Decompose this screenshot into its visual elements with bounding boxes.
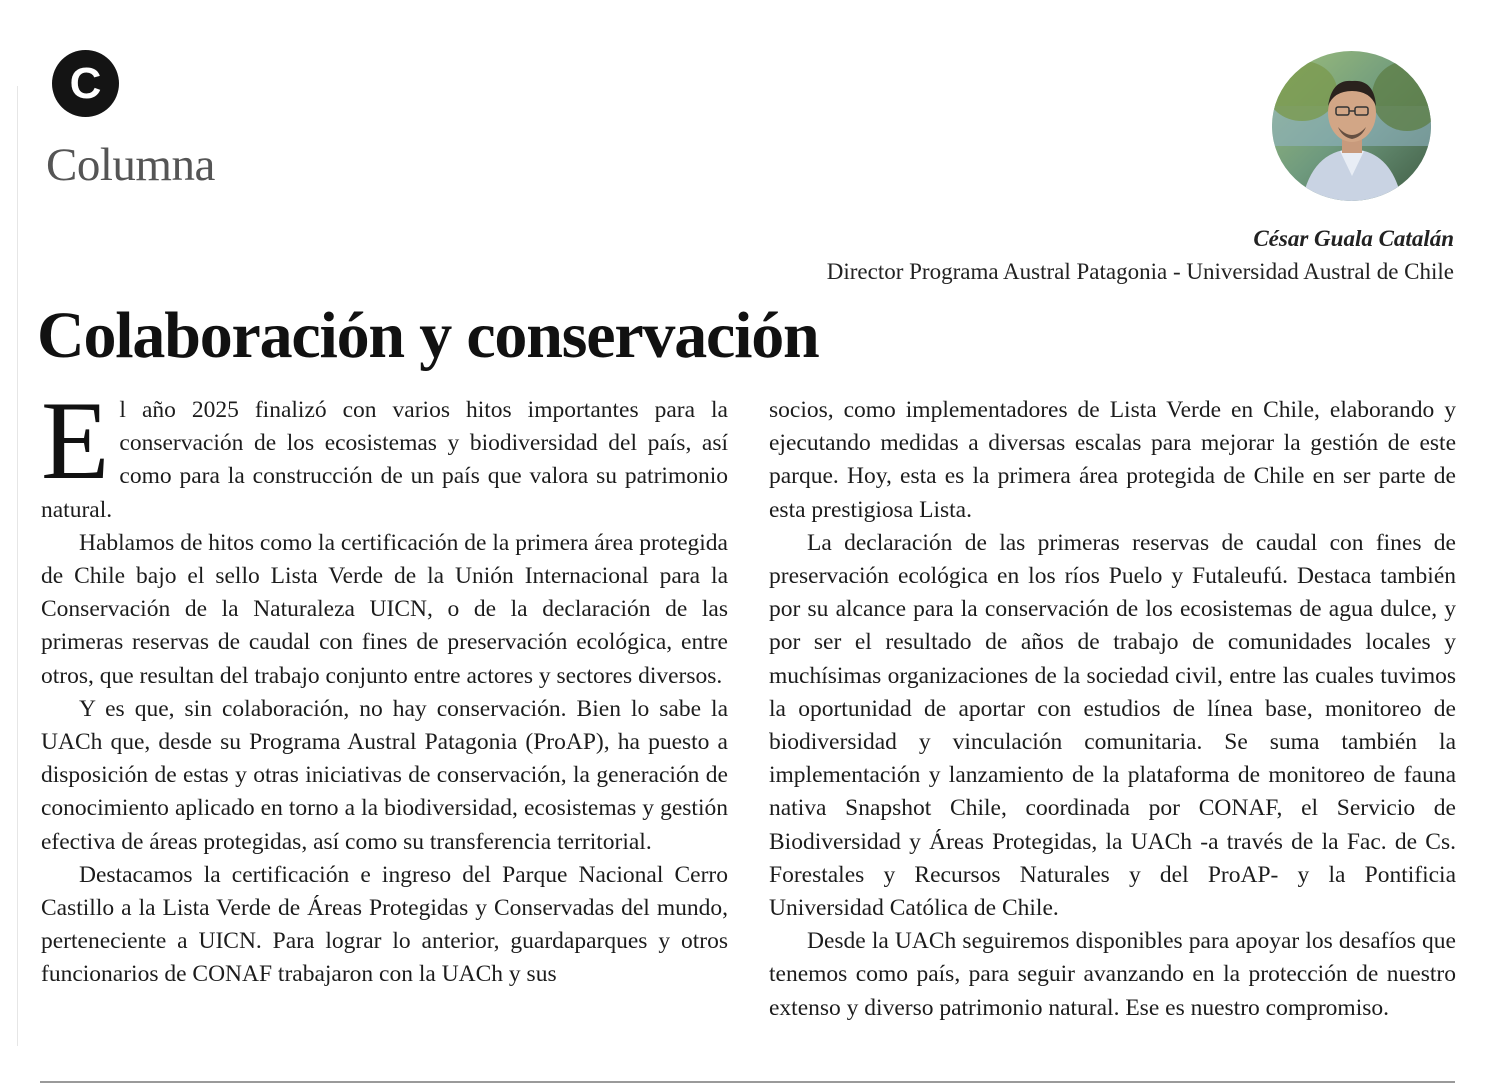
paragraph: Destacamos la certificación e ingreso del Parque Nacional Cerro Castillo a la Lista Verde de Áreas Protegidas y Conservadas del mundo, perteneciente a UICN. Para lograr lo anterior, guardaparques y otros funcionarios de CONAF trabajaron con la UACh y sus: [41, 861, 728, 988]
article-column-right: [769, 394, 1456, 1025]
paragraph: socios, como implementadores de Lista Verde en Chile, elaborando y ejecutando medidas a diversas escalas para mejorar la gestión de este parque. Hoy, esta es la primera área protegida de Chile en ser parte de esta prestigiosa Lista.: [769, 397, 1456, 523]
article-column-left: [41, 379, 728, 992]
author-name: César Guala Catalán: [1253, 226, 1454, 251]
author-portrait-icon: [1272, 51, 1431, 201]
column-badge-icon: C: [52, 50, 119, 117]
headline: Colaboración y conservación: [37, 299, 819, 372]
paragraph: Desde la UACh seguiremos disponibles para apoyar los desafíos que tenemos como país, para seguir avanzando en la protección de nuestro extenso y diverso patrimonio natural. Ese es nuestro compromiso.: [769, 928, 1456, 1021]
paragraph: Y es que, sin colaboración, no hay conservación. Bien lo sabe la UACh que, desde su Programa Austral Patagonia (ProAP), ha puesto a disposición de estas y otras iniciativas de conservación, la generación de conocimiento aplicado en torno a la biodiversidad, ecosistemas y gestión efectiva de áreas protegidas, así como su transferencia territorial.: [41, 695, 728, 855]
author-role: Director Programa Austral Patagonia - Universidad Austral de Chile: [826, 259, 1454, 284]
paragraph: Hablamos de hitos como la certificación de la primera área protegida de Chile bajo el sello Lista Verde de la Unión Internacional para la Conservación de la Naturaleza UICN, o de la declaración de las primeras reservas de caudal con fines de preservación ecológica, entre otros, que resultan del trabajo conjunto entre actores y sectores diversos.: [41, 529, 728, 689]
section-label: Columna: [46, 139, 215, 191]
paragraph-text: l año 2025 finalizó con varios hitos importantes para la conservación de los ecosistemas y biodiversidad del país, así como para la construcción de un país que valora su patrimonio natural.: [41, 397, 728, 523]
paragraph: La declaración de las primeras reservas de caudal con fines de preservación ecológica en los ríos Puelo y Futaleufú. Destaca también por su alcance para la conservación de los ecosistemas de agua dulce, y por ser el resultado de años de trabajo de comunidades locales y muchísimas organizaciones de la sociedad civil, entre las cuales tuvimos la oportunidad de aportar con estudios de línea base, monitoreo de biodiversidad y vinculación comunitaria. Se suma también la implementación y lanzamiento de la plataforma de monitoreo de fauna nativa Snapshot Chile, coordinada por CONAF, el Servicio de Biodiversidad y Áreas Protegidas, la UACh -a través de la Fac. de Cs. Forestales y Recursos Naturales y del ProAP- y la Pontificia Universidad Católica de Chile.: [769, 529, 1456, 922]
bottom-rule: [40, 1081, 1455, 1083]
dropcap: E: [41, 379, 110, 503]
paragraph: [41, 379, 728, 527]
left-margin-rule: [17, 86, 18, 1046]
